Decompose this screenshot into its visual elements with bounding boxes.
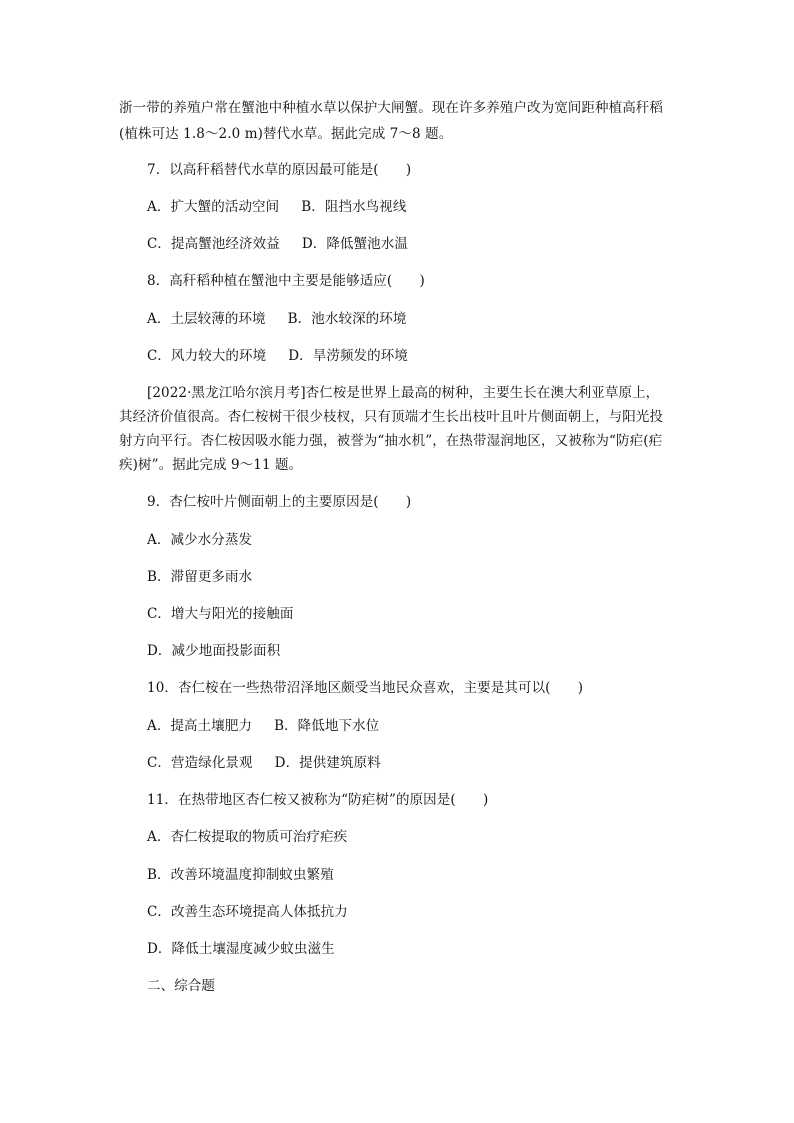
question-8-option-d: D．旱涝频发的环境 bbox=[288, 348, 408, 364]
question-10-options-row-1 bbox=[147, 716, 379, 736]
question-7-option-d: D．降低蟹池水温 bbox=[301, 236, 408, 252]
question-11-stem: 11．在热带地区杏仁桉又被称为“防疟树”的原因是( ) bbox=[147, 792, 489, 808]
question-7-options-row-1 bbox=[147, 197, 406, 217]
question-11-option-d: D．降低土壤湿度减少蚊虫滋生 bbox=[147, 941, 335, 957]
question-8-options-row-1 bbox=[147, 309, 406, 329]
question-10-option-b: B．降低地下水位 bbox=[274, 718, 380, 734]
intro-2-line-3: 射方向平行。杏仁桉因吸水能力强，被誉为“抽水机”，在热带湿润地区，又被称为“防疟(疟 bbox=[119, 433, 663, 449]
question-8-option-b: B．池水较深的环境 bbox=[287, 311, 407, 327]
question-7-option-b: B．阻挡水鸟视线 bbox=[301, 199, 407, 215]
section-2-heading: 二、综合题 bbox=[147, 978, 215, 994]
question-9-option-c: C．增大与阳光的接触面 bbox=[147, 606, 294, 622]
question-11-option-a: A．杏仁桉提取的物质可治疗疟疾 bbox=[147, 829, 348, 845]
question-10-option-a: A．提高土壤肥力 bbox=[147, 718, 253, 734]
question-11-option-b: B．改善环境温度抑制蚊虫繁殖 bbox=[147, 867, 334, 883]
question-10-stem: 10．杏仁桉在一些热带沼泽地区颇受当地民众喜欢，主要是其可以( ) bbox=[147, 680, 584, 696]
question-10-option-d: D．提供建筑原料 bbox=[274, 755, 381, 771]
question-11-option-c: C．改善生态环境提高人体抵抗力 bbox=[147, 904, 348, 920]
question-10-option-c: C．营造绿化景观 bbox=[147, 755, 253, 771]
intro-1-line-2: (植株可达 1.8～2.0 m)替代水草。据此完成 7～8 题。 bbox=[119, 126, 453, 142]
question-8-options-row-2 bbox=[147, 346, 408, 366]
question-9-option-b: B．滞留更多雨水 bbox=[147, 569, 253, 585]
question-8-option-a: A．土层较薄的环境 bbox=[147, 311, 266, 327]
question-9-option-d: D．减少地面投影面积 bbox=[147, 643, 281, 659]
question-7-option-c: C．提高蟹池经济效益 bbox=[147, 236, 280, 252]
intro-2-line-2: 其经济价值很高。杏仁桉树干很少枝杈，只有顶端才生长出枝叶且叶片侧面朝上，与阳光投 bbox=[119, 409, 663, 425]
question-9-option-a: A．减少水分蒸发 bbox=[147, 532, 253, 548]
question-7-options-row-2 bbox=[147, 234, 408, 254]
intro-2-line-1: [2022·黑龙江哈尔滨月考]杏仁桉是世界上最高的树种，主要生长在澳大利亚草原上， bbox=[147, 385, 660, 401]
question-7-option-a: A．扩大蟹的活动空间 bbox=[147, 199, 280, 215]
question-8-option-c: C．风力较大的环境 bbox=[147, 348, 267, 364]
question-8-stem: 8．高秆稻种植在蟹池中主要是能够适应( ) bbox=[147, 273, 425, 289]
question-7-stem: 7．以高秆稻替代水草的原因最可能是( ) bbox=[147, 162, 412, 178]
intro-1-line-1: 浙一带的养殖户常在蟹池中种植水草以保护大闸蟹。现在许多养殖户改为宽间距种植高秆稻 bbox=[119, 100, 663, 116]
intro-2-line-4: 疾)树”。据此完成 9～11 题。 bbox=[119, 457, 303, 473]
question-9-stem: 9．杏仁桉叶片侧面朝上的主要原因是( ) bbox=[147, 494, 412, 510]
question-10-options-row-2 bbox=[147, 753, 381, 773]
